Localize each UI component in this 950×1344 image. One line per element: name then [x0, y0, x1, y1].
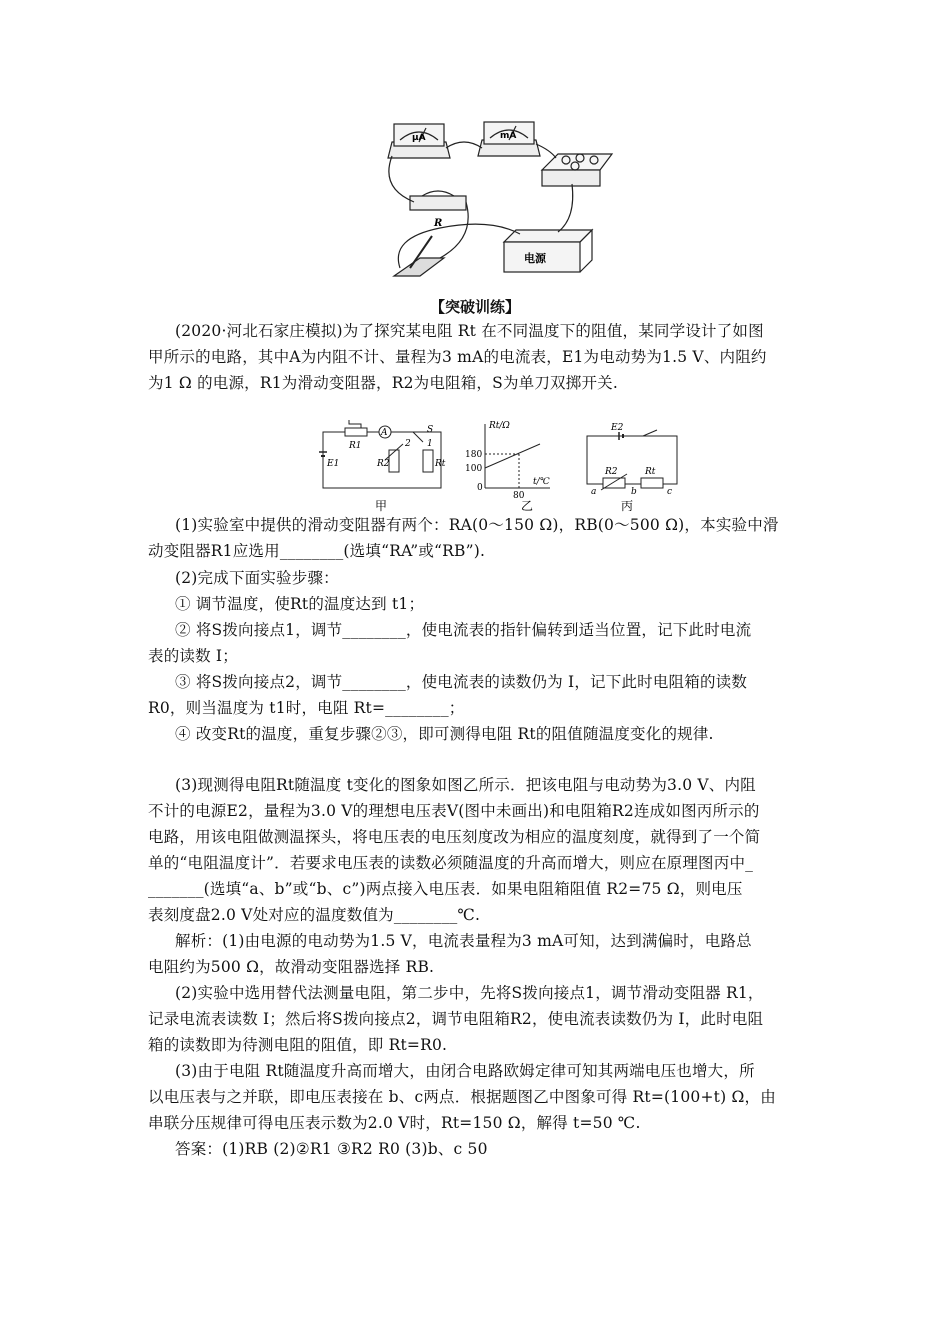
jia-caption: 甲 [375, 499, 388, 513]
bing-e2: E2 [611, 423, 624, 433]
yi-caption: 乙 [521, 499, 534, 513]
jia-n1: 1 [427, 439, 433, 449]
solution: 解析：(1)由电源的电动势为1.5 V，电流表量程为3 mA可知，达到满偏时，电路总 电阻约为500 Ω，故滑动变阻器选择 RB. (2)实验中选用替代法测量电阻，第二步中，先将S拨向接点1，调节滑动变阻器 R1， 记录电流表读数 I；然后将S拨向接点2，调节电阻箱R2，使电流表读数仍为 I，此时电阻 箱的读数即为待测电阻的阻值，即 Rt=R0. (3)由于电阻 Rt随温度升高而增大，由闭合电路欧姆定律可知其两端电压也增大，所 以电压表与之并联，即电压表接在 b、c两点．根据题图乙中图象可得 Rt=(100+t) Ω，由 串联分压规律可得电压表示数为2.0 V时，Rt=150 Ω，解得 t=50 ℃. 答案：(1)RB (2)②R1 ③R2 R0 (3)b、c 50 [148, 928, 808, 1162]
yi-origin: 0 [477, 483, 483, 493]
yi-y100: 100 [465, 464, 483, 474]
bing-caption: 丙 [621, 499, 634, 513]
bing-a: a [591, 487, 597, 497]
problem-statement: (2020·河北石家庄模拟)为了探究某电阻 Rt 在不同温度下的阻值，某同学设计了如图 甲所示的电路，其中A为内阻不计、量程为3 mA的电流表，E1为电动势为1.5 V、内阻约 为1 Ω 的电源，R1为滑动变阻器，R2为电阻箱，S为单刀双掷开关. [148, 322, 767, 392]
jia-s: S [427, 425, 434, 435]
apparatus-figure [380, 118, 620, 290]
jia-r2: R2 [377, 459, 390, 469]
yi-x80: 80 [513, 491, 525, 501]
yi-xlabel: t/℃ [533, 477, 550, 487]
yi-y180: 180 [465, 450, 483, 460]
power-label: 电源 [524, 252, 546, 265]
ua-label: μA [412, 133, 426, 143]
bing-r2: R2 [605, 467, 618, 477]
yi-ylabel: Rt/Ω [489, 421, 510, 431]
r-label: R [434, 218, 443, 229]
jia-n2: 2 [405, 439, 411, 449]
bing-rt: Rt [645, 467, 656, 477]
answer-line: 答案：(1)RB (2)②R1 ③R2 R0 (3)b、c 50 [175, 1140, 488, 1158]
section-heading: 【突破训练】 [429, 298, 520, 316]
jia-r1: R1 [349, 441, 362, 451]
bing-c: c [667, 487, 673, 497]
figures-jia-yi-bing [315, 418, 695, 518]
question-1: (1)实验室中提供的滑动变阻器有两个：RA(0～150 Ω)，RB(0～500 Ω)，本实验中滑 动变阻器R1应选用________(选填“RA”或“RB”). [148, 516, 779, 560]
ma-label: mA [500, 131, 517, 141]
bing-b: b [631, 487, 637, 497]
question-3: (3)现测得电阻Rt随温度 t变化的图象如图乙所示．把该电阻与电动势为3.0 V、内阻 不计的电源E2，量程为3.0 V的理想电压表V(图中未画出)和电阻箱R2连成如图丙所示的 电路，用该电阻做测温探头，将电压表的电压刻度改为相应的温度刻度，就得到了一个简 单的“电阻温度计”．若要求电压表的读数必须随温度的升高而增大，则应在原理图丙中_ _______(选填“a、b”或“b、c”)两点接入电压表．如果电阻箱阻值 R2=75 Ω，则电压 表刻度盘2.0 V处对应的温度数值为________℃. [148, 776, 761, 924]
question-2: (2)完成下面实验步骤： ① 调节温度，使Rt的温度达到 t1； ② 将S拨向接点1，调节________，使电流表的指针偏转到适当位置，记下此时电流 表的读数 I； ③ 将S拨向接点2，调节________，使电流表的读数仍为 I，记下此时电阻箱的读数 R0，则当温度为 t1时，电阻 Rt=________； ④ 改变Rt的温度，重复步骤②③，即可测得电阻 Rt的阻值随温度变化的规律. [148, 569, 752, 743]
jia-e1: E1 [327, 459, 340, 469]
jia-a: A [381, 428, 388, 438]
jia-rt: Rt [435, 459, 446, 469]
